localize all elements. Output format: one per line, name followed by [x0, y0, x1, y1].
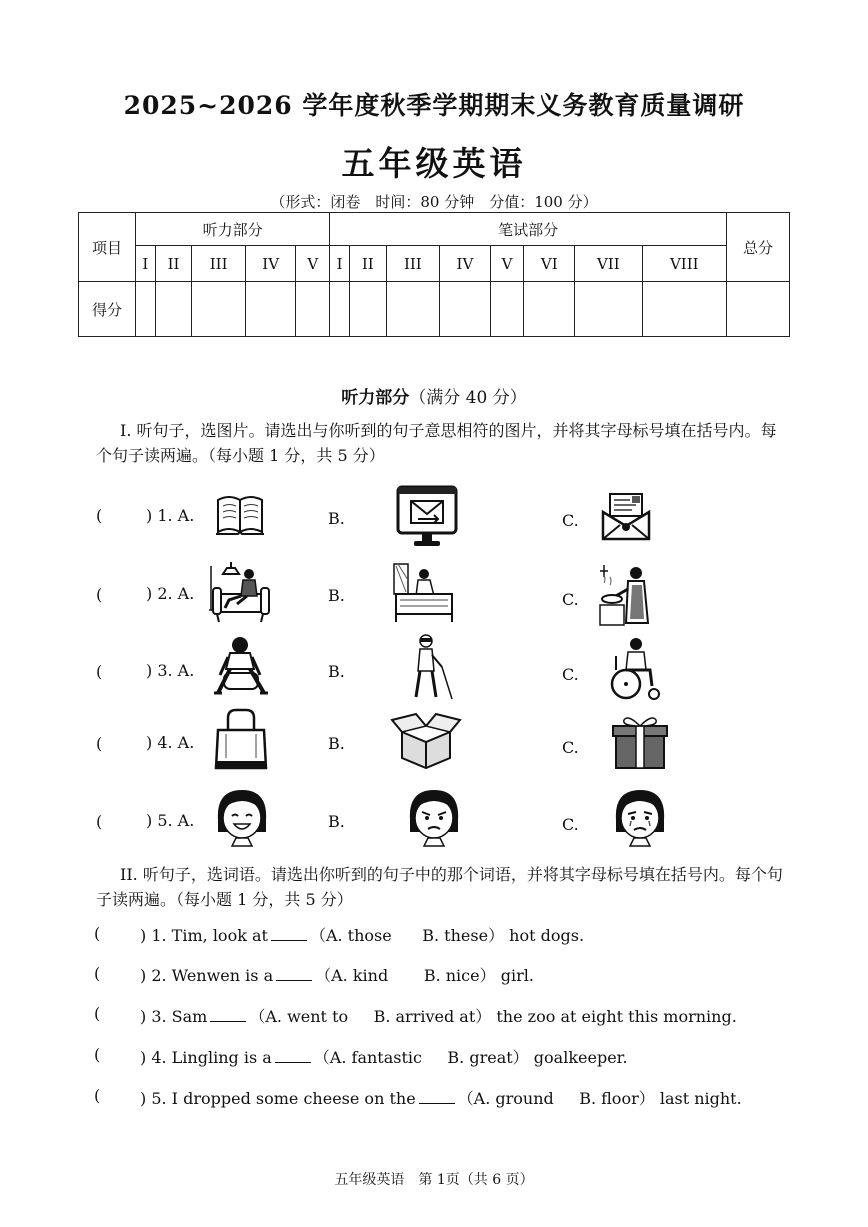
listening-col: III [192, 246, 246, 282]
blind-man-cane-icon [408, 633, 454, 701]
answer-paren[interactable]: ( [94, 1004, 101, 1023]
page-footer: 五年级英语 第 1页（共 6 页） [334, 1172, 534, 1188]
tote-bag-icon [212, 708, 270, 774]
exam-title: 2025~2026 学年度秋季学期期末义务教育质量调研 [123, 91, 745, 120]
listening-col: I [136, 246, 156, 282]
computer-email-icon [396, 485, 458, 549]
writing-col: III [386, 246, 440, 282]
sad-girl-icon [610, 786, 670, 848]
listening-col: V [296, 246, 330, 282]
answer-paren[interactable]: ( [96, 506, 103, 525]
writing-col: IV [440, 246, 491, 282]
part1-instruction: I. 听句子，选图片。请选出与你听到的句子意思相符的图片，并将其字母标号填在括号内。每个句子读两遍。（每小题 1 分，共 5 分） [96, 421, 777, 465]
envelope-letter-icon [600, 492, 652, 542]
question-row: ) 4. Lingling is a （A. fantastic B. great） goalkeeper. [140, 1048, 628, 1067]
book-icon [214, 492, 266, 536]
question-number: ) 2. A. [146, 584, 195, 603]
answer-blank [271, 926, 307, 941]
option-c-label: C. [562, 590, 579, 609]
option-b-label: B. [328, 812, 345, 831]
question-row: ) 3. Sam （A. went to B. arrived at） the zoo at eight this morning. [140, 1007, 737, 1026]
writing-col: V [490, 246, 524, 282]
listening-section-heading [0, 383, 868, 408]
answer-blank [276, 966, 312, 981]
woman-cooking-icon [598, 563, 658, 627]
option-b-label: B. [328, 734, 345, 753]
answer-blank [275, 1048, 311, 1063]
writing-col: I [330, 246, 350, 282]
writing-header: 笔试部分 [330, 213, 727, 246]
score-table [78, 212, 790, 337]
boy-wheelchair-icon [606, 636, 666, 702]
score-cell[interactable] [136, 282, 156, 337]
score-cell[interactable] [575, 282, 642, 337]
question-number: ) 1. A. [146, 506, 195, 525]
score-label: 得分 [79, 282, 136, 337]
listening-points: （满分 40 分） [409, 388, 527, 408]
score-cell[interactable] [192, 282, 246, 337]
answer-paren[interactable]: ( [96, 585, 103, 604]
option-b-label: B. [328, 662, 345, 681]
total-header: 总分 [727, 213, 790, 282]
answer-paren[interactable]: ( [94, 924, 101, 943]
gift-box-icon [610, 712, 670, 772]
answer-paren[interactable]: ( [94, 1086, 101, 1105]
option-b-label: B. [328, 509, 345, 528]
answer-paren[interactable]: ( [96, 734, 103, 753]
option-b-label: B. [328, 586, 345, 605]
exam-info: （形式：闭卷 时间：80 分钟 分值：100 分） [270, 193, 598, 211]
question-row: ) 1. Tim, look at （A. those B. these） hot dogs. [140, 926, 585, 945]
question-number: ) 4. A. [146, 733, 195, 752]
answer-blank [419, 1089, 455, 1104]
answer-paren[interactable]: ( [94, 1045, 101, 1064]
listening-col: II [155, 246, 192, 282]
option-c-label: C. [562, 815, 579, 834]
score-cell[interactable] [642, 282, 726, 337]
total-cell[interactable] [727, 282, 790, 337]
score-cell[interactable] [296, 282, 330, 337]
score-cell[interactable] [155, 282, 192, 337]
man-lifting-bag-icon [210, 635, 272, 697]
answer-paren[interactable]: ( [96, 812, 103, 831]
question-number: ) 5. A. [146, 811, 195, 830]
question-row: ) 2. Wenwen is a （A. kind B. nice） girl. [140, 966, 534, 985]
score-cell[interactable] [245, 282, 296, 337]
option-c-label: C. [562, 738, 579, 757]
score-cell[interactable] [490, 282, 524, 337]
score-cell[interactable] [440, 282, 491, 337]
score-cell[interactable] [330, 282, 350, 337]
question-number: ) 3. A. [146, 661, 195, 680]
score-cell[interactable] [524, 282, 575, 337]
subject-title: 五年级英语 [341, 144, 527, 183]
option-c-label: C. [562, 665, 579, 684]
angry-girl-icon [404, 786, 464, 848]
listening-header: 听力部分 [136, 213, 330, 246]
option-c-label: C. [562, 511, 579, 530]
writing-col: II [349, 246, 386, 282]
score-cell[interactable] [349, 282, 386, 337]
part2-instruction: II. 听句子，选词语。请选出你听到的句子中的那个词语，并将其字母标号填在括号内。每个句子读两遍。（每小题 1 分，共 5 分） [96, 865, 783, 909]
score-cell[interactable] [386, 282, 440, 337]
item-label: 项目 [79, 213, 136, 282]
writing-col: VII [575, 246, 642, 282]
writing-col: VI [524, 246, 575, 282]
open-box-icon [390, 712, 462, 770]
writing-col: VIII [642, 246, 726, 282]
question-row: ) 5. I dropped some cheese on the （A. ground B. floor） last night. [140, 1089, 742, 1108]
answer-paren[interactable]: ( [94, 964, 101, 983]
woman-on-sofa-icon [207, 560, 273, 626]
woman-in-bed-icon [390, 560, 456, 626]
happy-girl-icon [212, 786, 272, 848]
listening-heading-text: 听力部分 [341, 388, 410, 408]
listening-col: IV [245, 246, 296, 282]
answer-paren[interactable]: ( [96, 662, 103, 681]
answer-blank [210, 1007, 246, 1022]
